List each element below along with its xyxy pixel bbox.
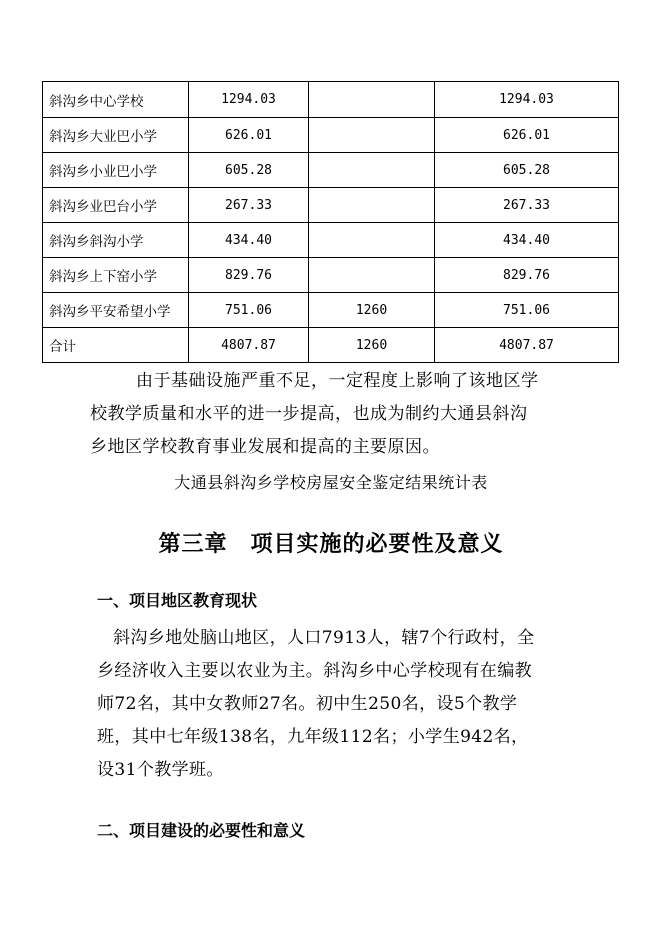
paragraph-line: 由于基础设施严重不足，一定程度上影响了该地区学 xyxy=(136,371,539,391)
school-name-cell: 斜沟乡业巴台小学 xyxy=(43,188,189,223)
value-cell xyxy=(309,82,435,118)
value-cell: 267.33 xyxy=(435,188,619,223)
value-cell: 751.06 xyxy=(435,293,619,328)
paragraph-line: 班，其中七年级138名，九年级112名；小学生942名， xyxy=(97,727,529,747)
section-heading-2: 二、项目建设的必要性和意义 xyxy=(97,821,306,840)
school-name-cell: 斜沟乡大业巴小学 xyxy=(43,118,189,153)
table-row xyxy=(43,188,619,223)
table-row xyxy=(43,258,619,293)
value-cell: 1294.03 xyxy=(435,82,619,118)
value-cell xyxy=(309,258,435,293)
value-cell: 626.01 xyxy=(435,118,619,153)
school-name-cell: 斜沟乡中心学校 xyxy=(43,82,189,118)
table-row xyxy=(43,153,619,188)
value-cell: 434.40 xyxy=(435,223,619,258)
education-status-paragraph xyxy=(97,622,567,787)
school-name-cell: 斜沟乡斜沟小学 xyxy=(43,223,189,258)
total-label-cell: 合计 xyxy=(43,328,189,363)
value-cell: 626.01 xyxy=(189,118,309,153)
chapter-title: 第三章 项目实施的必要性及意义 xyxy=(158,531,504,557)
value-cell xyxy=(309,188,435,223)
table-row xyxy=(43,293,619,328)
value-cell: 434.40 xyxy=(189,223,309,258)
table-row xyxy=(43,223,619,258)
value-cell xyxy=(309,153,435,188)
school-name-cell: 斜沟乡上下窑小学 xyxy=(43,258,189,293)
value-cell xyxy=(309,118,435,153)
school-building-table xyxy=(42,81,619,363)
paragraph-line: 设31个教学班。 xyxy=(97,760,224,780)
table-row xyxy=(43,118,619,153)
total-value-cell: 4807.87 xyxy=(435,328,619,363)
value-cell: 1294.03 xyxy=(189,82,309,118)
total-value-cell: 1260 xyxy=(309,328,435,363)
value-cell: 267.33 xyxy=(189,188,309,223)
school-name-cell: 斜沟乡平安希望小学 xyxy=(43,293,189,328)
paragraph-line: 斜沟乡地处脑山地区，人口7913人，辖7个行政村，全 xyxy=(113,628,535,648)
table-row xyxy=(43,82,619,118)
value-cell: 605.28 xyxy=(435,153,619,188)
value-cell: 829.76 xyxy=(189,258,309,293)
total-value-cell: 4807.87 xyxy=(189,328,309,363)
table-caption: 大通县斜沟乡学校房屋安全鉴定结果统计表 xyxy=(174,473,488,492)
value-cell: 829.76 xyxy=(435,258,619,293)
paragraph-line: 乡地区学校教育事业发展和提高的主要原因。 xyxy=(90,437,440,457)
value-cell: 605.28 xyxy=(189,153,309,188)
paragraph-line: 校教学质量和水平的进一步提高，也成为制约大通县斜沟 xyxy=(90,404,528,424)
paragraph-line: 乡经济收入主要以农业为主。斜沟乡中心学校现有在编教 xyxy=(97,661,532,681)
section-heading-1: 一、项目地区教育现状 xyxy=(97,591,258,610)
school-name-cell: 斜沟乡小业巴小学 xyxy=(43,153,189,188)
table-total-row xyxy=(43,328,619,363)
paragraph-line: 师72名，其中女教师27名。初中生250名，设5个教学 xyxy=(97,694,518,714)
value-cell: 1260 xyxy=(309,293,435,328)
infrastructure-paragraph xyxy=(90,365,570,464)
value-cell: 751.06 xyxy=(189,293,309,328)
value-cell xyxy=(309,223,435,258)
